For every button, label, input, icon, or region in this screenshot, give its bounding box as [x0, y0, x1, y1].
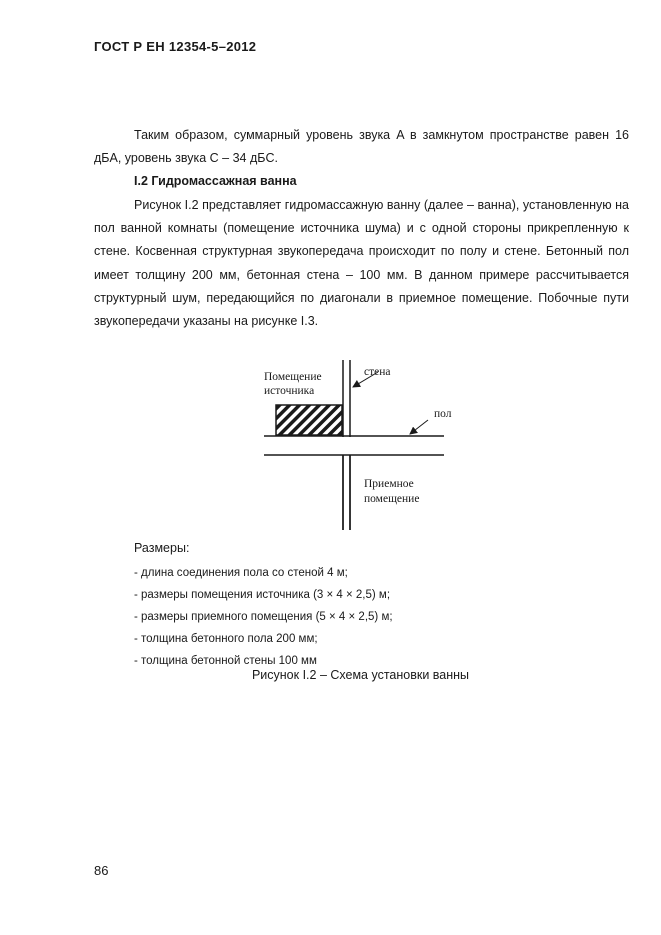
document-header: ГОСТ Р ЕН 12354-5–2012	[94, 39, 257, 54]
source-room-label-line2: источника	[264, 385, 315, 397]
paragraph-summary: Таким образом, суммарный уровень звука A в замкнутом пространстве равен 16 дБA, уровень звука C – 34 дБC.	[94, 128, 629, 166]
floor-junction-mask	[342, 437, 351, 455]
floor-arrow	[410, 420, 428, 434]
figure-caption: Рисунок I.2 – Схема установки ванны	[251, 668, 470, 682]
bathtub-block	[276, 405, 342, 435]
bath-installation-diagram	[258, 355, 458, 535]
dimension-item: - размеры помещения источника (3 × 4 × 2,5) м;	[134, 589, 391, 601]
dimension-item: - размеры приемного помещения (5 × 4 × 2,5) м;	[134, 611, 393, 623]
receiving-room-label-line1: Приемное	[364, 478, 414, 490]
dimension-item: - толщина бетонной стены 100 мм	[134, 655, 317, 667]
page-number: 86	[94, 863, 109, 878]
section-heading: I.2 Гидромассажная ванна	[134, 174, 297, 188]
dimensions-title: Размеры:	[134, 541, 190, 555]
receiving-room-label-line2: помещение	[364, 493, 420, 505]
dimension-item: - длина соединения пола со стеной 4 м;	[134, 567, 348, 579]
dimensions-list	[134, 562, 393, 672]
floor-label: пол	[434, 408, 452, 420]
source-room-label-line1: Помещение	[264, 371, 322, 383]
paragraph-description: Рисунок I.2 представляет гидромассажную ванну (далее – ванна), установленную на пол ванной комнаты (помещение источника шума) и с одной стороны прикрепленную к стене. Косвенная структурная звукопередача происходит по полу и стене. Бетонный пол имеет толщину 200 мм, бетонная стена – 100 мм. В данном примере рассчитывается структурный шум, передающийся по диагонали в приемное помещение. Побочные пути звукопередачи указаны на рисунке I.3.	[94, 198, 629, 329]
dimension-item: - толщина бетонного пола 200 мм;	[134, 633, 318, 645]
wall-label: стена	[364, 366, 391, 378]
